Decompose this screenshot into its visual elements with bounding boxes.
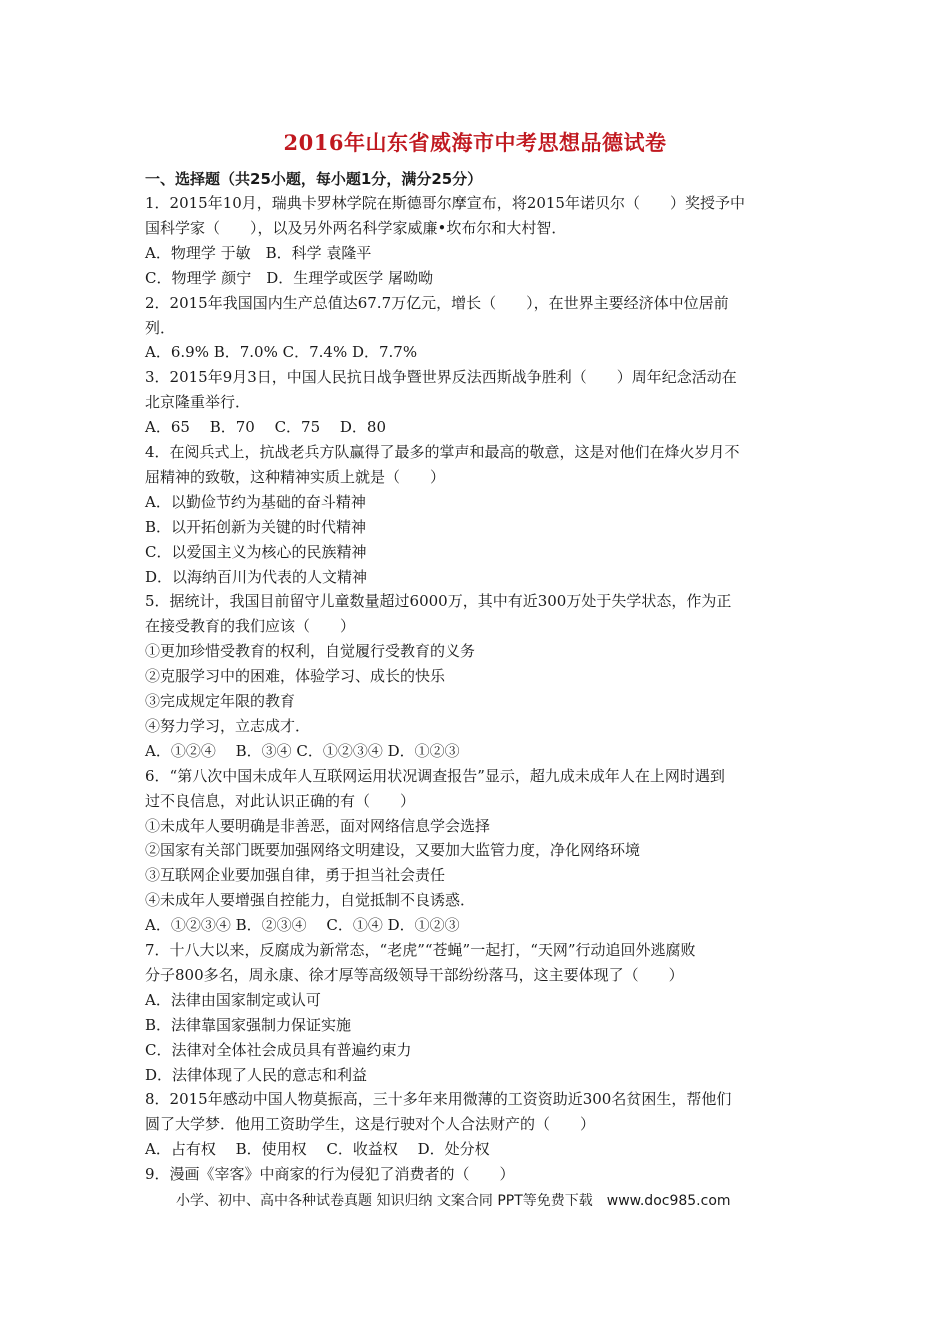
section-heading: 一、选择题（共25小题，每小题1分，满分25分） xyxy=(145,170,483,188)
text-line: 北京隆重举行． xyxy=(145,393,251,412)
text-line: 在接受教育的我们应该（ ） xyxy=(145,617,356,636)
text-line: 屈精神的致敬，这种精神实质上就是（ ） xyxy=(145,467,446,486)
text-line: 分子800多名，周永康、徐才厚等高级领导干部纷纷落马，这主要体现了（ ） xyxy=(145,965,684,984)
text-line: ①未成年人要明确是非善恶，面对网络信息学会选择 xyxy=(145,816,491,835)
text-line: 8．2015年感动中国人物莫振高，三十多年来用微薄的工资资助近300名贫困生，帮他们 xyxy=(145,1090,732,1109)
text-line: A．法律由国家制定或认可 xyxy=(145,990,321,1009)
text-line: A．①②③④ B．②③④ C．①④ D．①②③ xyxy=(145,916,460,935)
text-line: A．物理学 于敏 B．科学 袁隆平 xyxy=(145,243,372,262)
document-title: 2016年山东省威海市中考思想品德试卷 xyxy=(283,130,667,155)
text-line: ②国家有关部门既要加强网络文明建设，又要加大监管力度，净化网络环境 xyxy=(145,841,641,860)
text-line: ④努力学习，立志成才． xyxy=(145,716,311,735)
text-line: 3．2015年9月3日，中国人民抗日战争暨世界反法西斯战争胜利（ ）周年纪念活动在 xyxy=(145,368,737,387)
text-line: 过不良信息，对此认识正确的有（ ） xyxy=(145,791,416,810)
text-line: A．占有权 B．使用权 C．收益权 D．处分权 xyxy=(145,1140,490,1159)
text-line: 列． xyxy=(145,318,176,337)
text-line: A．65 B．70 C．75 D．80 xyxy=(145,418,387,437)
text-line: 5．据统计，我国目前留守儿童数量超过6000万，其中有近300万处于失学状态，作为正 xyxy=(145,592,732,611)
text-line: ④未成年人要增强自控能力，自觉抵制不良诱惑． xyxy=(145,891,476,910)
text-line: C．以爱国主义为核心的民族精神 xyxy=(145,542,367,561)
text-line: A．6.9% B．7.0% C．7.4% D．7.7% xyxy=(145,343,418,362)
text-line: A．以勤俭节约为基础的奋斗精神 xyxy=(145,492,366,511)
text-line: 圆了大学梦．他用工资助学生，这是行驶对个人合法财产的（ ） xyxy=(145,1115,596,1134)
text-line: B．法律靠国家强制力保证实施 xyxy=(145,1015,352,1034)
text-line: ①更加珍惜受教育的权利，自觉履行受教育的义务 xyxy=(145,642,476,661)
text-line: D．以海纳百川为代表的人文精神 xyxy=(145,567,368,586)
text-line: C．物理学 颜宁 D．生理学或医学 屠呦呦 xyxy=(145,268,434,287)
text-line: B．以开拓创新为关键的时代精神 xyxy=(145,517,367,536)
page-footer: 小学、初中、高中各种试卷真题 知识归纳 文案合同 PPT等免费下载 www.doc985.com xyxy=(176,1193,731,1209)
text-line: A．①②④ B．③④ C．①②③④ D．①②③ xyxy=(145,741,460,760)
text-line: ②克服学习中的困难，体验学习、成长的快乐 xyxy=(145,667,446,686)
text-line: 7．十八大以来，反腐成为新常态，“老虎”“苍蝇”一起打，“天网”行动追回外逃腐败 xyxy=(145,941,696,959)
text-line: C．法律对全体社会成员具有普遍约束力 xyxy=(145,1040,412,1059)
text-line: 6．“第八次中国未成年人互联网运用状况调查报告”显示，超九成未成年人在上网时遇到 xyxy=(145,766,725,785)
text-line: 4．在阅兵式上，抗战老兵方队赢得了最多的掌声和最高的敬意，这是对他们在烽火岁月不 xyxy=(145,443,740,461)
text-line: ③完成规定年限的教育 xyxy=(145,692,296,710)
text-line: 1．2015年10月，瑞典卡罗林学院在斯德哥尔摩宣布，将2015年诺贝尔（ ）奖授予中 xyxy=(145,194,745,212)
text-line: D．法律体现了人民的意志和利益 xyxy=(145,1065,368,1084)
text-line: ③互联网企业要加强自律，勇于担当社会责任 xyxy=(145,866,446,885)
text-line: 国科学家（ ），以及另外两名科学家威廉•坎布尔和大村智． xyxy=(145,218,567,237)
text-line: 9．漫画《宰客》中商家的行为侵犯了消费者的（ ） xyxy=(145,1165,515,1184)
text-line: 2．2015年我国国内生产总值达67.7万亿元，增长（ ），在世界主要经济体中位居前 xyxy=(145,293,729,312)
